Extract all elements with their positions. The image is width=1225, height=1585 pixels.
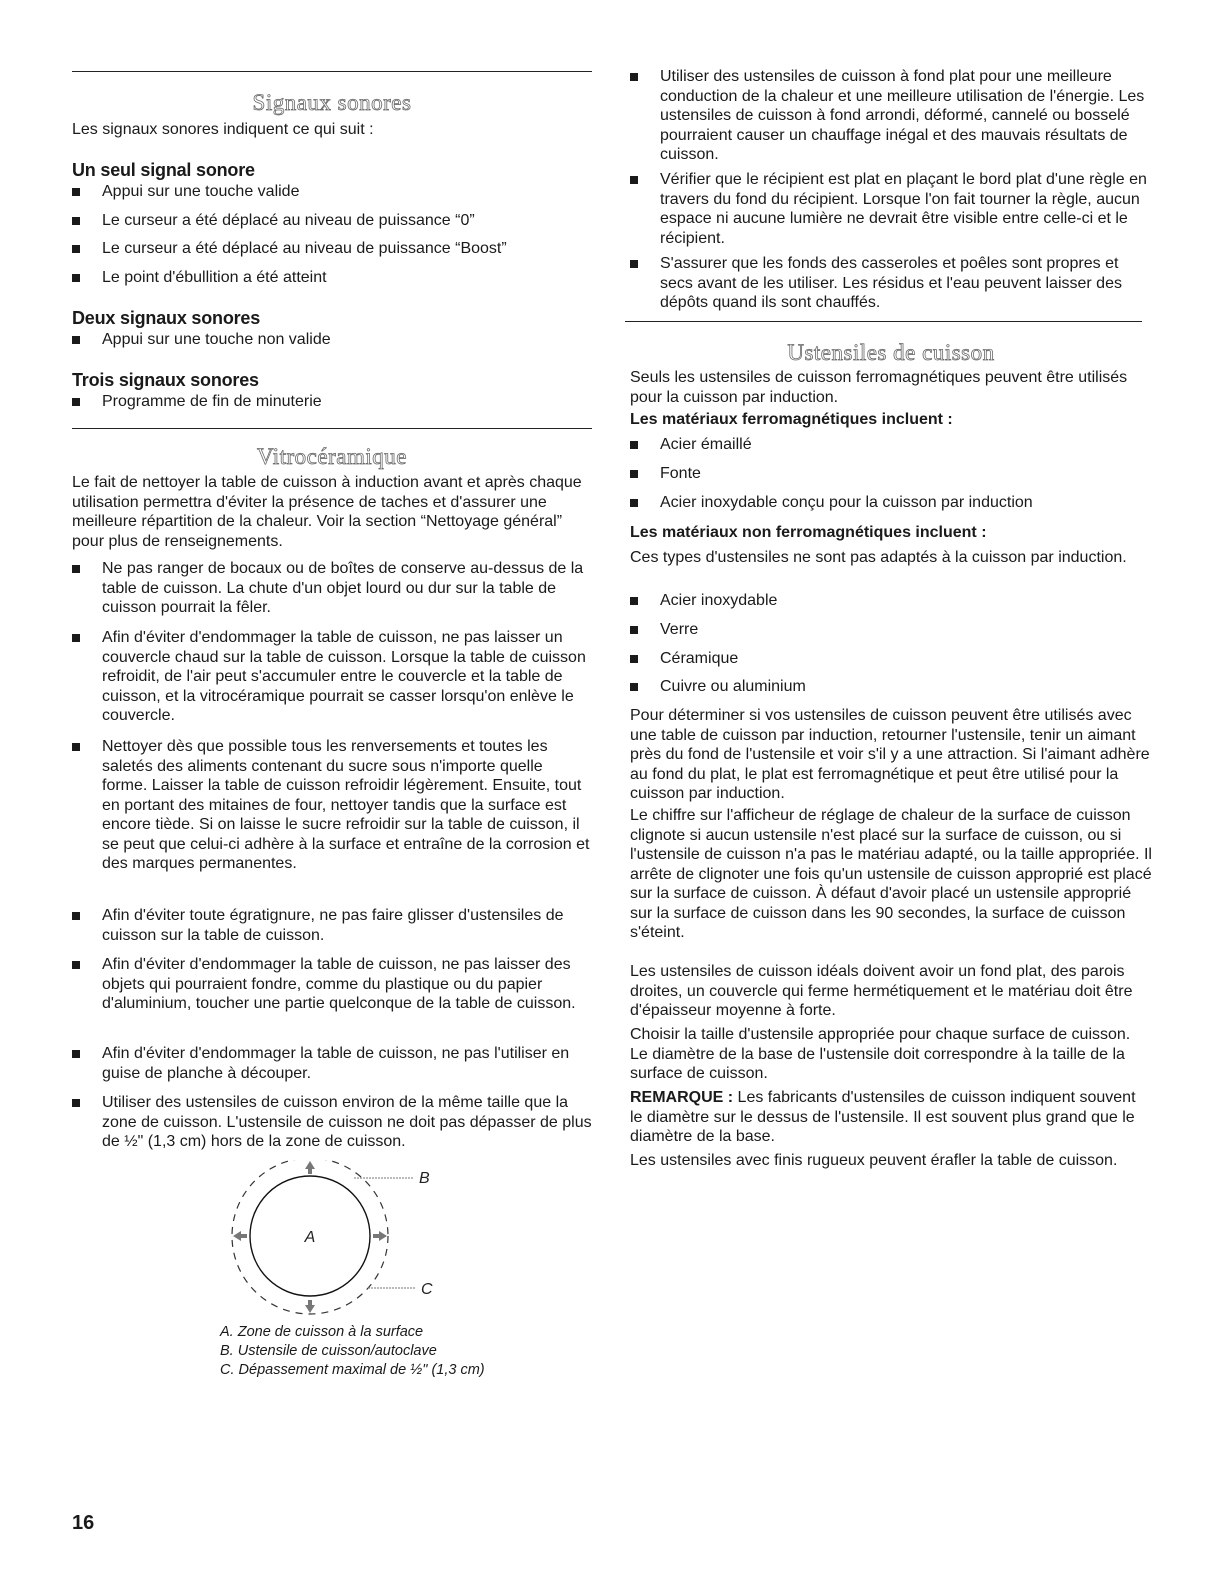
remarque-note xyxy=(630,1088,1152,1147)
list-item: Appui sur une touche non valide xyxy=(72,330,592,350)
list-item: Fonte xyxy=(630,464,1152,484)
bullet-icon xyxy=(630,260,638,268)
list-item: Acier émaillé xyxy=(630,435,1152,455)
bullet-icon xyxy=(630,626,638,634)
list-item: Nettoyer dès que possible tous les renversements et toutes les saletés des aliments contenant du sucre sous n'importe quelle forme. Laisser la table de cuisson refroidir légèrement. Ensuite, tout en portant des mitaines de four, nettoyer tandis que la surface est encore tiède. Si on laisse le sucre refroidir sur la table de cuisson, il se peut que celui-ci adhère à la surface et entraîne de la corrosion et des marques permanentes. xyxy=(72,737,592,874)
ustensiles-paragraph-3: Les ustensiles de cuisson idéals doivent avoir un fond plat, des parois droites, un couvercle qui ferme hermétiquement et le matériau doit être d'épaisseur moyenne à forte. xyxy=(630,963,1133,1019)
caption-c: C. Dépassement maximal de ½" (1,3 cm) xyxy=(220,1362,485,1378)
nonferro-intro: Ces types d'ustensiles ne sont pas adaptés à la cuisson par induction. xyxy=(630,549,1127,566)
ustensiles-paragraph-5: Les ustensiles avec finis rugueux peuvent érafler la table de cuisson. xyxy=(630,1152,1118,1169)
section-title-vitroceramique: Vitrocéramique xyxy=(257,444,407,469)
remarque-label: REMARQUE : xyxy=(630,1089,734,1106)
list-item: Acier inoxydable conçu pour la cuisson par induction xyxy=(630,493,1152,513)
section-title-ustensiles: Ustensiles de cuisson xyxy=(787,340,995,365)
bullet-icon xyxy=(72,1099,80,1107)
section-title-signaux: Signaux sonores xyxy=(252,90,412,115)
list-item: Utiliser des ustensiles de cuisson à fond plat pour une meilleure conduction de la chaleur et une meilleure utilisation de l'énergie. Les ustensiles de cuisson à fond arrondi, déformé, cannelé ou bosselé pourraient causer un chauffage inégal et des mauvais résultats de cuisson. xyxy=(630,67,1152,165)
heading-deux-signaux: Deux signaux sonores xyxy=(72,308,261,328)
bullet-icon xyxy=(72,912,80,920)
list-item: Le curseur a été déplacé au niveau de puissance “0” xyxy=(72,211,592,231)
list-item: Verre xyxy=(630,620,1152,640)
cooking-zone-diagram xyxy=(226,1160,456,1322)
list-item: Afin d'éviter d'endommager la table de cuisson, ne pas laisser des objets qui pourraient fondre, comme du plastique ou du papier d'aluminium, toucher une partie quelconque de la table de cuisson. xyxy=(72,955,592,1014)
list-item: Programme de fin de minuterie xyxy=(72,392,592,412)
bullet-icon xyxy=(72,217,80,225)
bullet-icon xyxy=(630,176,638,184)
label-b: B xyxy=(419,1170,430,1187)
caption-a: A. Zone de cuisson à la surface xyxy=(220,1324,424,1340)
bullet-icon xyxy=(72,634,80,642)
list-item: Cuivre ou aluminium xyxy=(630,677,1152,697)
heading-non-ferromagnetiques: Les matériaux non ferromagnétiques incluent : xyxy=(630,524,987,541)
label-c: C xyxy=(421,1281,433,1298)
section-divider xyxy=(72,71,592,72)
section-divider xyxy=(72,428,592,429)
list-item: Acier inoxydable xyxy=(630,591,1152,611)
bullet-icon xyxy=(72,961,80,969)
bullet-icon xyxy=(72,336,80,344)
bullet-icon xyxy=(72,188,80,196)
list-item: Le curseur a été déplacé au niveau de puissance “Boost” xyxy=(72,239,592,259)
list-item: Afin d'éviter d'endommager la table de cuisson, ne pas laisser un couvercle chaud sur la table de cuisson. Lorsque la table de cuisson refroidit, de l'air peut s'accumuler entre le couvercle et la table de cuisson, et la vitrocéramique pourrait se casser lorsqu'on enlève le couvercle. xyxy=(72,628,592,726)
bullet-icon xyxy=(630,470,638,478)
list-item: Appui sur une touche valide xyxy=(72,182,592,202)
vitro-intro: Le fait de nettoyer la table de cuisson à induction avant et après chaque utilisation permettra d'éviter la présence de taches et d'assurer une meilleure répartition de la chaleur. Voir la section “Nettoyage général” pour plus de renseignements. xyxy=(72,474,582,550)
bullet-icon xyxy=(630,683,638,691)
bullet-icon xyxy=(72,1050,80,1058)
list-item: Le point d'ébullition a été atteint xyxy=(72,268,592,288)
ustensiles-intro: Seuls les ustensiles de cuisson ferromagnétiques peuvent être utilisés pour la cuisson par induction. xyxy=(630,369,1128,406)
signaux-intro: Les signaux sonores indiquent ce qui suit : xyxy=(72,121,374,138)
list-item: Afin d'éviter toute égratignure, ne pas faire glisser d'ustensiles de cuisson sur la table de cuisson. xyxy=(72,906,592,945)
ustensiles-paragraph-2: Le chiffre sur l'afficheur de réglage de chaleur de la surface de cuisson clignote si aucun ustensile n'est placé sur la surface de cuisson, ou si l'ustensile de cuisson n'a pas le matériau adapté, ou la taille appropriée. Il arrête de clignoter une fois qu'un ustensile de cuisson approprié est placé sur la surface de cuisson. À défaut d'avoir placé un ustensile approprié sur la surface de cuisson dans les 90 secondes, la surface de cuisson s'éteint. xyxy=(630,807,1152,941)
bullet-icon xyxy=(630,73,638,81)
ustensiles-paragraph-1: Pour déterminer si vos ustensiles de cuisson peuvent être utilisés avec une table de cuisson par induction, retourner l'ustensile, tenir un aimant près du fond de l'ustensile et voir s'il y a une attraction. Si l'aimant adhère au fond du plat, le plat est ferromagnétique et peut être utilisé pour la cuisson par induction. xyxy=(630,707,1150,802)
list-item: Afin d'éviter d'endommager la table de cuisson, ne pas l'utiliser en guise de planche à découper. xyxy=(72,1044,592,1083)
list-item: Ne pas ranger de bocaux ou de boîtes de conserve au-dessus de la table de cuisson. La chute d'un objet lourd ou dur sur la table de cuisson pourrait la fêler. xyxy=(72,559,592,618)
bullet-icon xyxy=(630,655,638,663)
bullet-icon xyxy=(630,499,638,507)
list-item: S'assurer que les fonds des casseroles et poêles sont propres et secs avant de les utiliser. Les résidus et l'eau peuvent laisser des dépôts quand ils sont chauffés. xyxy=(630,254,1152,313)
bullet-icon xyxy=(72,565,80,573)
ustensiles-paragraph-4: Choisir la taille d'ustensile appropriée pour chaque surface de cuisson. Le diamètre de la base de l'ustensile doit correspondre à la taille de la surface de cuisson. xyxy=(630,1026,1131,1082)
heading-ferromagnetiques: Les matériaux ferromagnétiques incluent : xyxy=(630,411,953,428)
heading-trois-signaux: Trois signaux sonores xyxy=(72,370,259,390)
bullet-icon xyxy=(630,597,638,605)
bullet-icon xyxy=(72,743,80,751)
caption-b: B. Ustensile de cuisson/autoclave xyxy=(220,1343,437,1359)
list-item: Céramique xyxy=(630,649,1152,669)
remarque-text: Les fabricants d'ustensiles de cuisson indiquent souvent le diamètre sur le dessus de l'ustensile. Il est souvent plus grand que le diamètre de la base. xyxy=(630,1089,1136,1145)
list-item: Vérifier que le récipient est plat en plaçant le bord plat d'une règle en travers du fond du récipient. Lorsque l'on fait tourner la règle, aucun espace ni aucune lumière ne devrait être visible entre celle-ci et le récipient. xyxy=(630,170,1152,248)
page-number: 16 xyxy=(72,1512,95,1534)
label-a: A xyxy=(304,1229,316,1246)
diagram-captions xyxy=(220,1323,485,1380)
bullet-icon xyxy=(72,398,80,406)
bullet-icon xyxy=(72,245,80,253)
heading-un-seul-signal: Un seul signal sonore xyxy=(72,160,255,180)
list-item: Utiliser des ustensiles de cuisson environ de la même taille que la zone de cuisson. L'ustensile de cuisson ne doit pas dépasser de plus de ½" (1,3 cm) hors de la zone de cuisson. xyxy=(72,1093,592,1152)
bullet-icon xyxy=(630,441,638,449)
section-divider xyxy=(625,321,1142,322)
bullet-icon xyxy=(72,274,80,282)
